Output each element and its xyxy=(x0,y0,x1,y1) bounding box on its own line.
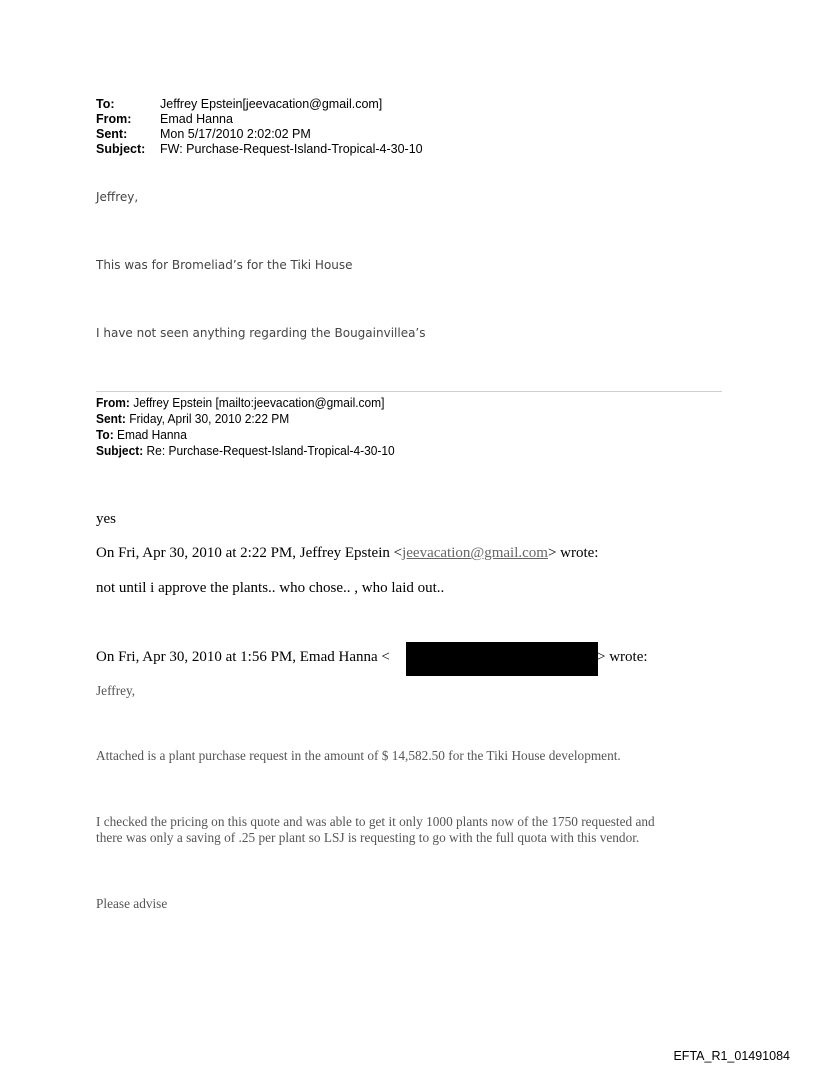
forwarded-sent-label: Sent: xyxy=(96,411,126,426)
header-from-value: Emad Hanna xyxy=(160,112,233,126)
redaction-box xyxy=(406,642,598,676)
forwarded-to-value: Emad Hanna xyxy=(117,427,187,442)
header-subject-value: FW: Purchase-Request-Island-Tropical-4-30-10 xyxy=(160,142,423,156)
header-to-label: To: xyxy=(96,97,115,111)
forwarded-to-row xyxy=(96,427,187,442)
header-sent-label: Sent: xyxy=(96,127,128,141)
divider xyxy=(96,391,722,392)
header-to-row xyxy=(96,97,382,112)
reply-line-2: I have not seen anything regarding the Bougainvillea’s xyxy=(96,326,426,340)
header-to-value: Jeffrey Epstein[jeevacation@gmail.com] xyxy=(160,97,383,111)
quote1-body: not until i approve the plants.. who chose.. , who laid out.. xyxy=(96,580,445,596)
header-from-label: From: xyxy=(96,112,132,126)
quote1-attribution xyxy=(96,545,598,562)
quote1-email-link[interactable]: jeevacation@gmail.com xyxy=(402,545,548,561)
bates-number: EFTA_R1_01491084 xyxy=(673,1049,790,1063)
forwarded-subject-label: Subject: xyxy=(96,443,144,458)
header-subject-label: Subject: xyxy=(96,142,146,156)
forwarded-to-label: To: xyxy=(96,427,114,442)
thread-para-2-line-2: there was only a saving of .25 per plant so LSJ is requesting to go with the full quota with this vendor. xyxy=(96,830,640,845)
header-subject-row xyxy=(96,142,423,157)
forwarded-from-value: Jeffrey Epstein [mailto:jeevacation@gmail.com] xyxy=(133,395,385,410)
thread-para-1: Attached is a plant purchase request in the amount of $ 14,582.50 for the Tiki House development. xyxy=(96,748,621,763)
thread-greeting: Jeffrey, xyxy=(96,683,136,698)
reply-line-1: This was for Bromeliad’s for the Tiki House xyxy=(96,258,353,272)
quote1-suffix: > wrote: xyxy=(547,545,599,561)
forwarded-from-label: From: xyxy=(96,395,130,410)
thread-yes: yes xyxy=(96,511,116,527)
quote1-prefix: On Fri, Apr 30, 2010 at 2:22 PM, Jeffrey Epstein < xyxy=(96,545,403,561)
thread-para-2-line-1: I checked the pricing on this quote and was able to get it only 1000 plants now of the 1750 requested and xyxy=(96,814,655,829)
header-sent-value: Mon 5/17/2010 2:02:02 PM xyxy=(160,127,311,141)
header-from-row xyxy=(96,112,233,127)
forwarded-sent-row xyxy=(96,411,289,426)
forwarded-from-row xyxy=(96,395,384,410)
reply-greeting: Jeffrey, xyxy=(96,190,139,204)
quote2-suffix: > wrote: xyxy=(597,649,648,665)
forwarded-subject-value: Re: Purchase-Request-Island-Tropical-4-30-10 xyxy=(146,443,395,458)
forwarded-subject-row xyxy=(96,443,395,458)
quote2-prefix: On Fri, Apr 30, 2010 at 1:56 PM, Emad Hanna < xyxy=(96,649,390,665)
header-sent-row xyxy=(96,127,311,142)
thread-closing: Please advise xyxy=(96,896,168,911)
forwarded-sent-value: Friday, April 30, 2010 2:22 PM xyxy=(129,411,290,426)
